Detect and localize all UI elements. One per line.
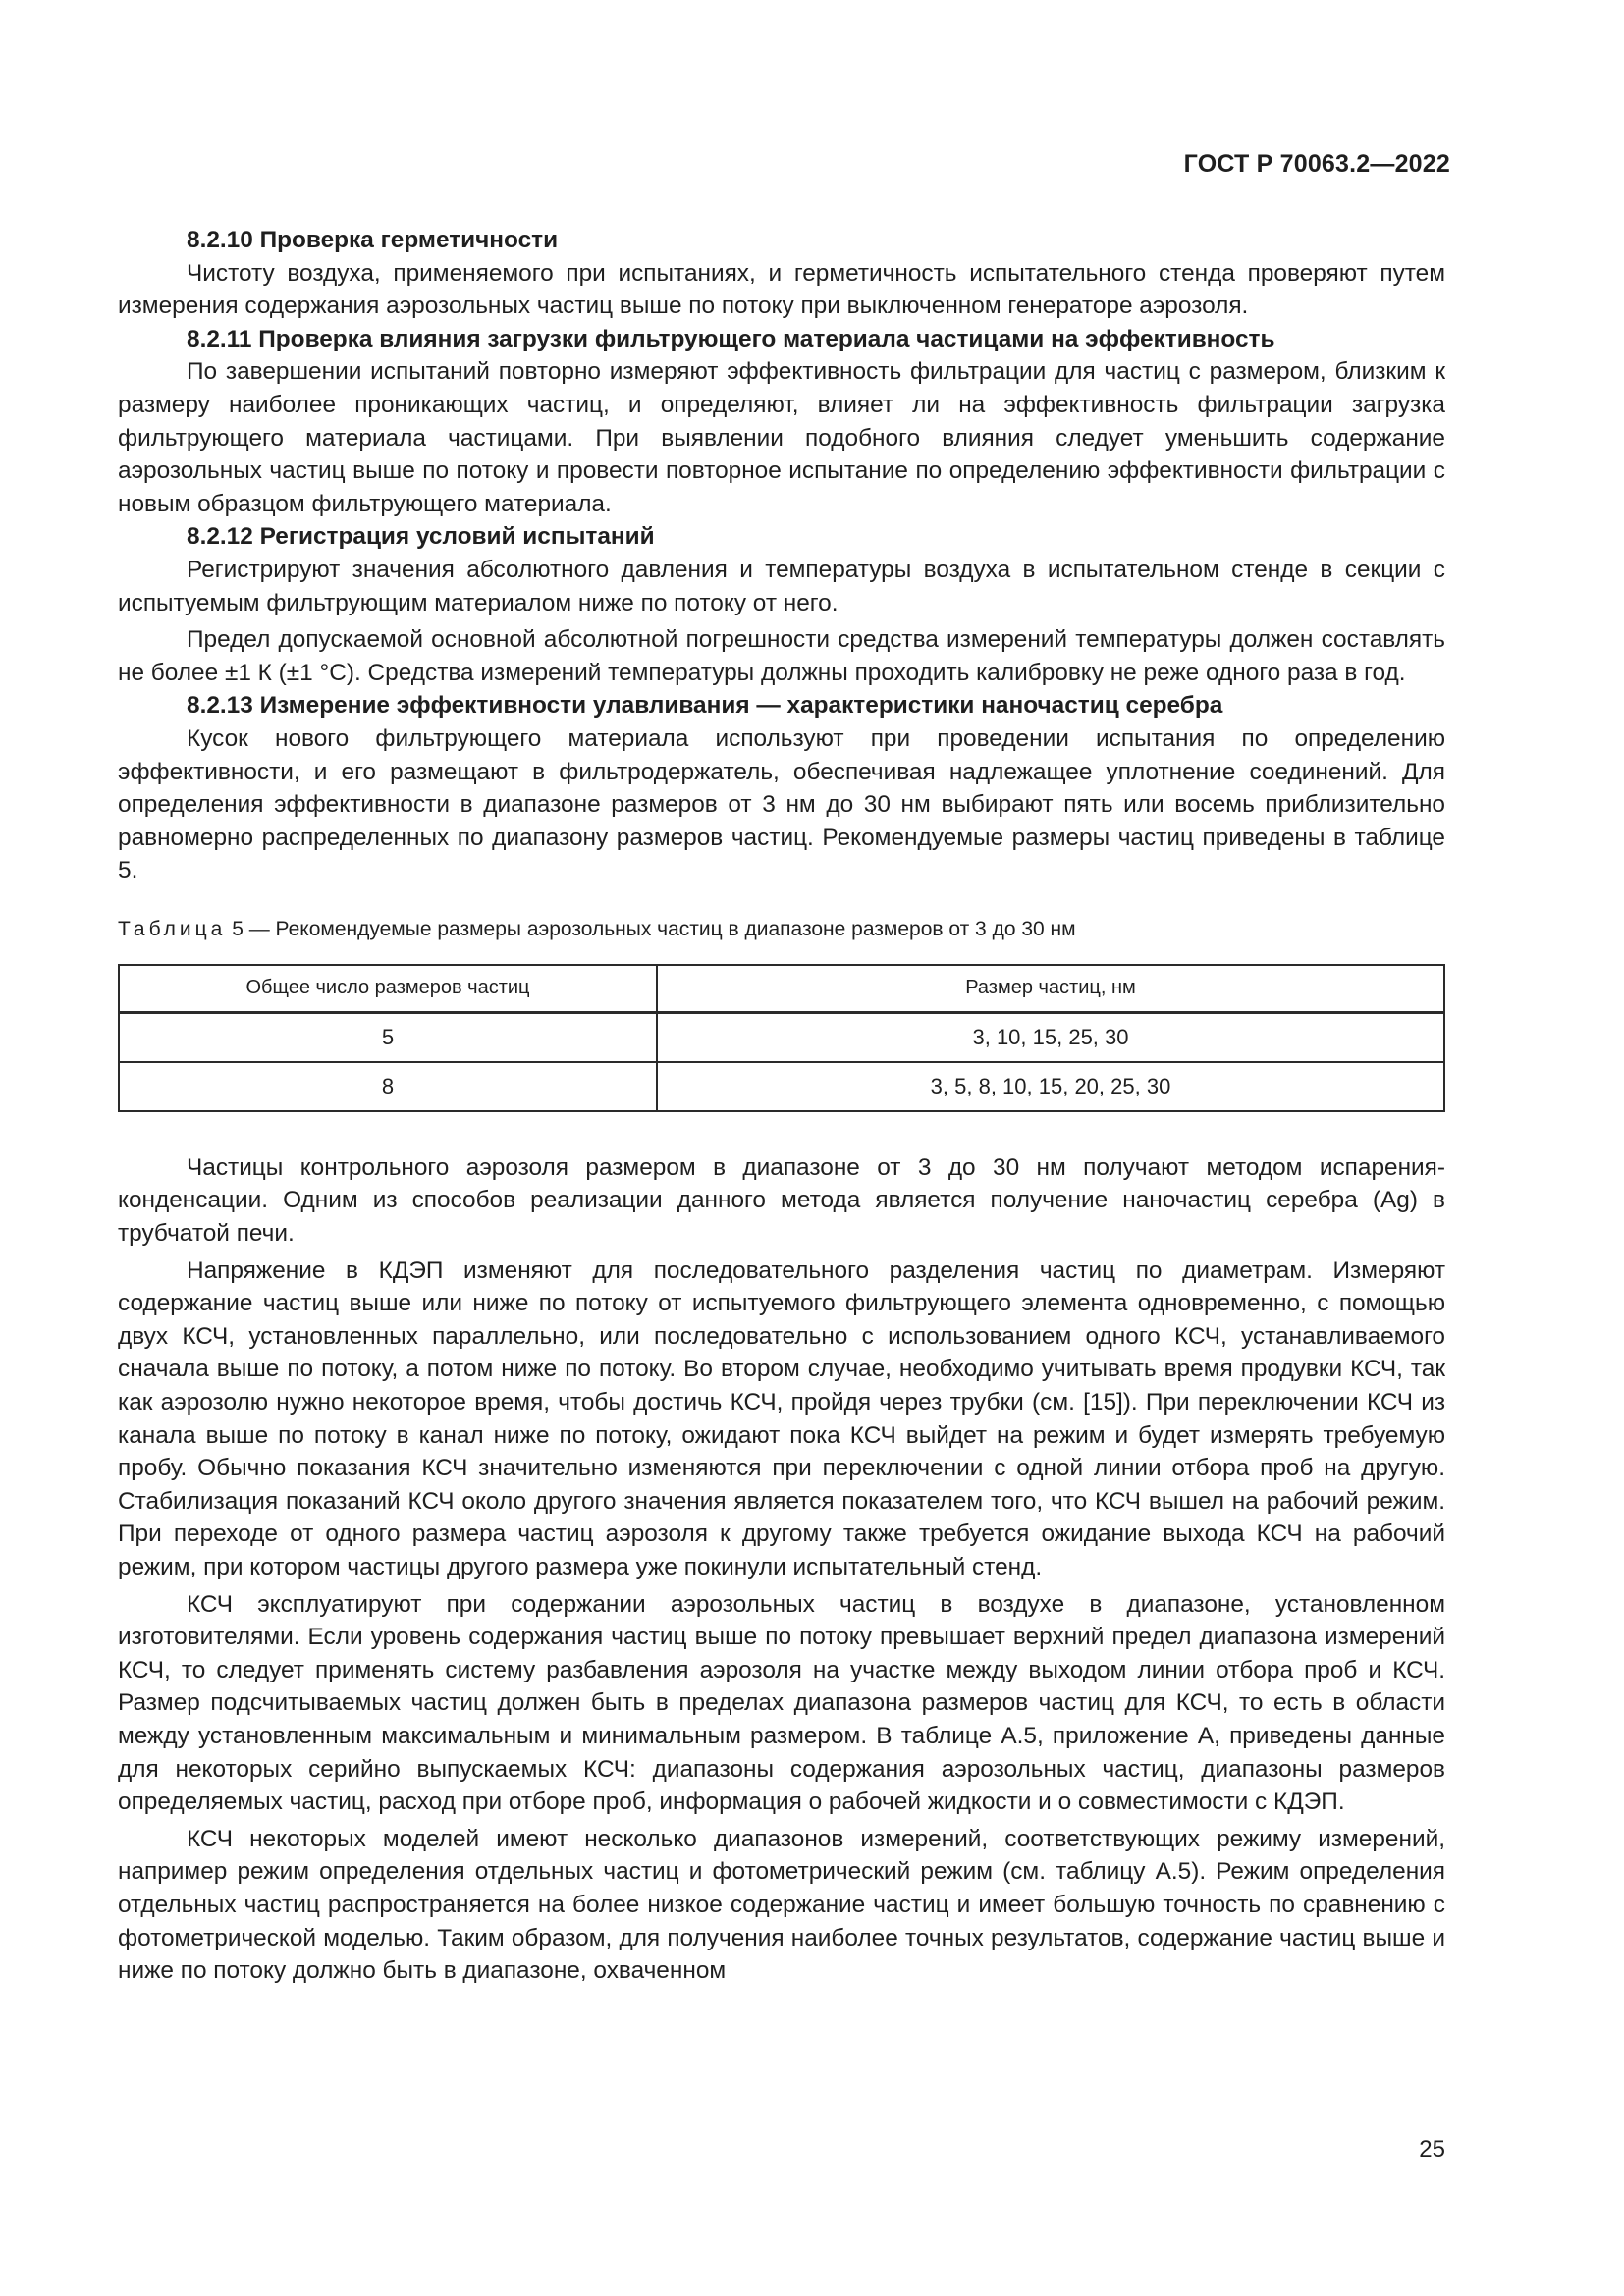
particle-size-table: [118, 964, 1445, 1112]
table-header-cell: Общее число размеров частиц: [119, 965, 657, 1013]
section-heading: 8.2.10 Проверка герметичности: [187, 227, 559, 253]
section-heading: 8.2.12 Регистрация условий испытаний: [187, 523, 655, 551]
paragraph: Кусок нового фильтрующего материала используют при проведении испытания по определению эффективности, и его размещают в фильтродержатель, обеспечивая надлежащее уплотнение соединений. Для определения эффективности в диапазоне размеров от 3 нм до 30 нм выбирают пять или восемь приблизительно равномерно распределенных по диапазону размеров частиц. Рекомендуемые размеры частиц приведены в таблице 5.: [118, 724, 1445, 884]
table-cell: 3, 5, 8, 10, 15, 20, 25, 30: [657, 1062, 1444, 1111]
paragraph: Регистрируют значения абсолютного давления и температуры воздуха в испытательном стенде в секции с испытуемым фильтрующим материалом ниже по потоку от него.: [118, 556, 1445, 616]
document-body: [118, 224, 1445, 1988]
table-caption: [118, 917, 1445, 942]
table-row: [119, 1012, 1444, 1062]
document-header: ГОСТ Р 70063.2—2022: [1183, 150, 1450, 178]
paragraph: По завершении испытаний повторно измеряют эффективность фильтрации для частиц с размером, близким к размеру наиболее проникающих частиц, и определяют, влияет ли на эффективность фильтрации загрузка фильтрующего материала частицами. При выявлении подобного влияния следует уменьшить содержание аэрозольных частиц выше по потоку и провести повторное испытание по определению эффективности фильтрации с новым образцом фильтрующего материала.: [118, 358, 1445, 517]
paragraph: КСЧ некоторых моделей имеют несколько диапазонов измерений, соответствующих режиму измерений, например режим определения отдельных частиц и фотометрический режим (см. таблицу А.5). Режим определения отдельных частиц распространяется на более низкое содержание частиц и имеет большую точность по сравнению с фотометрической моделью. Таким образом, для получения наиболее точных результатов, содержание частиц выше и ниже по потоку должно быть в диапазоне, охваченном: [118, 1825, 1445, 1985]
table-label: Таблица: [118, 917, 227, 940]
paragraph: КСЧ эксплуатируют при содержании аэрозольных частиц в воздухе в диапазоне, установленном изготовителями. Если уровень содержания частиц выше по потоку превышает верхний предел диапазона измерений КСЧ, то следует применять систему разбавления аэрозоля на участке между выходом линии отбора проб и КСЧ. Размер подсчитываемых частиц должен быть в пределах диапазона размеров частиц для КСЧ, то есть в области между установленным максимальным и минимальным размером. В таблице А.5, приложение А, приведены данные для некоторых серийно выпускаемых КСЧ: диапазоны содержания аэрозольных частиц, диапазоны размеров определяемых частиц, расход при отборе проб, информация о рабочей жидкости и о совместимости с КДЭП.: [118, 1590, 1445, 1816]
table-header-cell: Размер частиц, нм: [657, 965, 1444, 1013]
section-heading: 8.2.11 Проверка влияния загрузки фильтрующего материала частицами на эффективность: [187, 325, 1275, 352]
paragraph: Напряжение в КДЭП изменяют для последовательного разделения частиц по диаметрам. Измеряют содержание частиц выше или ниже по потоку от испытуемого фильтрующего элемента одновременно, с помощью двух КСЧ, установленных параллельно, или последовательно с использованием одного КСЧ, устанавливаемого сначала выше по потоку, а потом ниже по потоку. Во втором случае, необходимо учитывать время продувки КСЧ, так как аэрозолю нужно некоторое время, чтобы достичь КСЧ, пройдя через трубки (см. [15]). При переключении КСЧ из канала выше по потоку в канал ниже по потоку, ожидают пока КСЧ выйдет на режим и будет измерять требуемую пробу. Обычно показания КСЧ значительно изменяются при переключении с одной линии отбора проб на другую. Стабилизация показаний КСЧ около другого значения является показателем того, что КСЧ вышел на рабочий режим. При переходе от одного размера частиц аэрозоля к другому также требуется ожидание выхода КСЧ на рабочий режим, при котором частицы другого размера уже покинули испытательный стенд.: [118, 1256, 1445, 1580]
paragraph: Предел допускаемой основной абсолютной погрешности средства измерений температуры должен составлять не более ±1 К (±1 °С). Средства измерений температуры должны проходить калибровку не реже одного раза в год.: [118, 626, 1445, 686]
table-caption-text: 5 — Рекомендуемые размеры аэрозольных частиц в диапазоне размеров от 3 до 30 нм: [232, 917, 1076, 940]
table-cell: 8: [119, 1062, 657, 1111]
table-header-row: [119, 965, 1444, 1013]
table-cell: 3, 10, 15, 25, 30: [657, 1012, 1444, 1062]
table-row: [119, 1062, 1444, 1111]
table-cell: 5: [119, 1012, 657, 1062]
paragraph: Чистоту воздуха, применяемого при испытаниях, и герметичность испытательного стенда проверяют путем измерения содержания аэрозольных частиц выше по потоку при выключенном генераторе аэрозоля.: [118, 259, 1445, 320]
section-heading: 8.2.13 Измерение эффективности улавливания — характеристики наночастиц серебра: [187, 692, 1223, 720]
page-number: 25: [1419, 2136, 1445, 2163]
paragraph: Частицы контрольного аэрозоля размером в диапазоне от 3 до 30 нм получают методом испарения-конденсации. Одним из способов реализации данного метода является получение наночастиц серебра (Ag) в трубчатой печи.: [118, 1153, 1445, 1248]
